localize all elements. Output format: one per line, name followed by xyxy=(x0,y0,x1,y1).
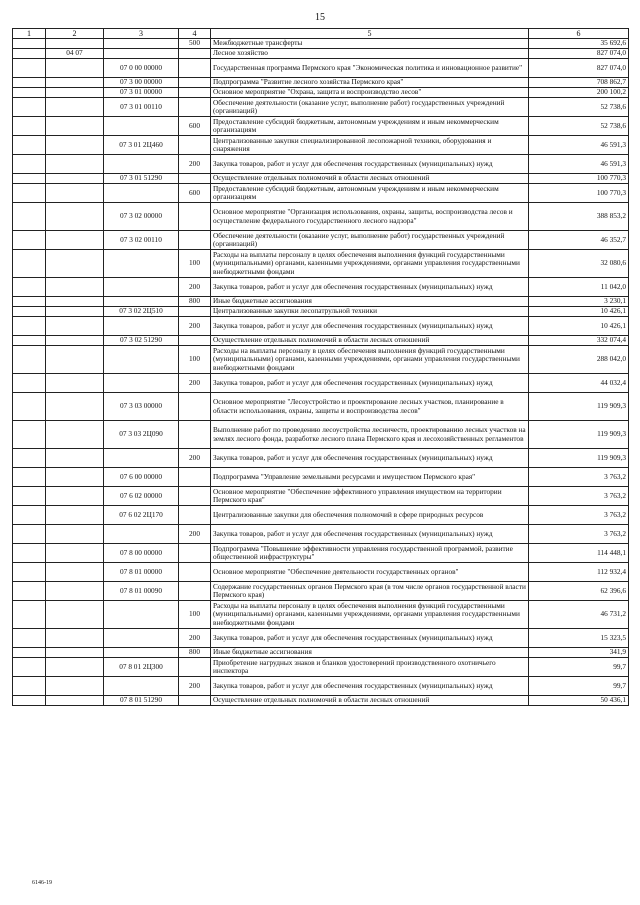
section-code xyxy=(46,184,104,203)
table-row xyxy=(13,317,629,336)
amount: 50 436,1 xyxy=(529,696,629,706)
target-article-code xyxy=(104,49,179,59)
item-name: Предоставление субсидий бюджетным, автономным учреждениям и иным некоммерческим организациям xyxy=(211,117,529,136)
amount: 62 396,6 xyxy=(529,582,629,601)
expense-type-code xyxy=(179,307,211,317)
section-code xyxy=(46,374,104,393)
section-code xyxy=(46,696,104,706)
cell-col1 xyxy=(13,449,46,468)
target-article-code xyxy=(104,648,179,658)
section-code xyxy=(46,250,104,278)
item-name: Лесное хозяйство xyxy=(211,49,529,59)
cell-col1 xyxy=(13,59,46,78)
cell-col1 xyxy=(13,297,46,307)
table-row xyxy=(13,203,629,231)
table-row xyxy=(13,374,629,393)
cell-col1 xyxy=(13,203,46,231)
target-article-code xyxy=(104,155,179,174)
target-article-code xyxy=(104,525,179,544)
cell-col1 xyxy=(13,677,46,696)
cell-col1 xyxy=(13,421,46,449)
section-code xyxy=(46,317,104,336)
target-article-code xyxy=(104,278,179,297)
cell-col1 xyxy=(13,582,46,601)
cell-col1 xyxy=(13,136,46,155)
amount: 200 100,2 xyxy=(529,88,629,98)
cell-col1 xyxy=(13,629,46,648)
amount: 35 692,6 xyxy=(529,39,629,49)
table-row xyxy=(13,336,629,346)
target-article-code: 07 3 00 00000 xyxy=(104,78,179,88)
item-name: Закупка товаров, работ и услуг для обеспечения государственных (муниципальных) нужд xyxy=(211,629,529,648)
cell-col1 xyxy=(13,307,46,317)
cell-col1 xyxy=(13,601,46,629)
expense-type-code: 800 xyxy=(179,648,211,658)
amount: 114 448,1 xyxy=(529,544,629,563)
amount: 112 932,4 xyxy=(529,563,629,582)
amount: 32 080,6 xyxy=(529,250,629,278)
column-header: 5 xyxy=(211,29,529,39)
target-article-code xyxy=(104,346,179,374)
expense-type-code xyxy=(179,582,211,601)
amount: 15 323,5 xyxy=(529,629,629,648)
table-row xyxy=(13,39,629,49)
table-row xyxy=(13,250,629,278)
expense-type-code xyxy=(179,98,211,117)
item-name: Государственная программа Пермского края "Экономическая политика и инновационное развитие" xyxy=(211,59,529,78)
table-row xyxy=(13,487,629,506)
item-name: Закупка товаров, работ и услуг для обеспечения государственных (муниципальных) нужд xyxy=(211,525,529,544)
amount: 288 042,0 xyxy=(529,346,629,374)
expense-type-code xyxy=(179,336,211,346)
expense-type-code: 200 xyxy=(179,677,211,696)
table-row xyxy=(13,658,629,677)
section-code xyxy=(46,117,104,136)
section-code xyxy=(46,155,104,174)
item-name: Выполнение работ по проведению лесоустройства лесничеств, проектированию лесных участков на землях лесного фонда, разработке лесного плана Пермского края и лесохозяйственных регламентов xyxy=(211,421,529,449)
expense-type-code xyxy=(179,393,211,421)
item-name: Иные бюджетные ассигнования xyxy=(211,648,529,658)
target-article-code xyxy=(104,250,179,278)
section-code xyxy=(46,629,104,648)
section-code xyxy=(46,78,104,88)
target-article-code xyxy=(104,601,179,629)
item-name: Подпрограмма "Управление земельными ресурсами и имуществом Пермского края" xyxy=(211,468,529,487)
section-code xyxy=(46,544,104,563)
amount: 3 230,1 xyxy=(529,297,629,307)
target-article-code: 07 3 02 00110 xyxy=(104,231,179,250)
expense-type-code xyxy=(179,174,211,184)
target-article-code: 07 8 01 00000 xyxy=(104,563,179,582)
expense-type-code xyxy=(179,49,211,59)
target-article-code: 07 3 02 2Ц510 xyxy=(104,307,179,317)
target-article-code: 07 3 02 00000 xyxy=(104,203,179,231)
page-number: 15 xyxy=(315,12,325,23)
target-article-code xyxy=(104,629,179,648)
expense-type-code xyxy=(179,544,211,563)
table-row xyxy=(13,184,629,203)
table-row xyxy=(13,155,629,174)
section-code xyxy=(46,648,104,658)
expense-type-code: 200 xyxy=(179,525,211,544)
table-row xyxy=(13,506,629,525)
table-row xyxy=(13,582,629,601)
amount: 46 352,7 xyxy=(529,231,629,250)
cell-col1 xyxy=(13,346,46,374)
section-code xyxy=(46,174,104,184)
amount: 99,7 xyxy=(529,677,629,696)
table-row xyxy=(13,49,629,59)
target-article-code xyxy=(104,39,179,49)
target-article-code: 07 6 02 00000 xyxy=(104,487,179,506)
table-row xyxy=(13,421,629,449)
amount: 341,9 xyxy=(529,648,629,658)
table-row xyxy=(13,393,629,421)
section-code xyxy=(46,525,104,544)
cell-col1 xyxy=(13,184,46,203)
item-name: Расходы на выплаты персоналу в целях обеспечения выполнения функций государственными (муниципальными) органами, казенными учреждениями, органами управления государственными внебюджетными фондами xyxy=(211,601,529,629)
document-code: 6146-19 xyxy=(32,880,52,886)
table-row xyxy=(13,117,629,136)
section-code xyxy=(46,449,104,468)
table-row xyxy=(13,98,629,117)
cell-col1 xyxy=(13,174,46,184)
item-name: Основное мероприятие "Лесоустройство и проектирование лесных участков, планирование в области использования, охраны, защиты и воспроизводства лесов" xyxy=(211,393,529,421)
target-article-code: 07 6 00 00000 xyxy=(104,468,179,487)
amount: 119 909,3 xyxy=(529,421,629,449)
amount: 388 853,2 xyxy=(529,203,629,231)
section-code xyxy=(46,231,104,250)
target-article-code xyxy=(104,677,179,696)
column-header: 3 xyxy=(104,29,179,39)
section-code xyxy=(46,346,104,374)
cell-col1 xyxy=(13,278,46,297)
target-article-code: 07 3 02 51290 xyxy=(104,336,179,346)
item-name: Предоставление субсидий бюджетным, автономным учреждениям и иным некоммерческим организациям xyxy=(211,184,529,203)
expense-type-code xyxy=(179,136,211,155)
section-code: 04 07 xyxy=(46,49,104,59)
expense-type-code xyxy=(179,468,211,487)
expense-type-code: 200 xyxy=(179,317,211,336)
target-article-code: 07 6 02 2Ц170 xyxy=(104,506,179,525)
table-row xyxy=(13,136,629,155)
item-name: Закупка товаров, работ и услуг для обеспечения государственных (муниципальных) нужд xyxy=(211,374,529,393)
expense-type-code xyxy=(179,78,211,88)
table-row xyxy=(13,346,629,374)
target-article-code: 07 3 01 51290 xyxy=(104,174,179,184)
cell-col1 xyxy=(13,506,46,525)
expense-type-code xyxy=(179,231,211,250)
table-row xyxy=(13,59,629,78)
cell-col1 xyxy=(13,39,46,49)
target-article-code xyxy=(104,317,179,336)
amount: 332 074,4 xyxy=(529,336,629,346)
section-code xyxy=(46,39,104,49)
cell-col1 xyxy=(13,317,46,336)
amount: 3 763,2 xyxy=(529,468,629,487)
column-header: 1 xyxy=(13,29,46,39)
amount: 10 426,1 xyxy=(529,317,629,336)
item-name: Расходы на выплаты персоналу в целях обеспечения выполнения функций государственными (муниципальными) органами, казенными учреждениями, органами управления государственными внебюджетными фондами xyxy=(211,250,529,278)
amount: 3 763,2 xyxy=(529,525,629,544)
amount: 46 731,2 xyxy=(529,601,629,629)
expense-type-code xyxy=(179,658,211,677)
amount: 46 591,3 xyxy=(529,136,629,155)
table-row xyxy=(13,563,629,582)
item-name: Осуществление отдельных полномочий в области лесных отношений xyxy=(211,696,529,706)
budget-table xyxy=(12,28,629,706)
expense-type-code: 600 xyxy=(179,117,211,136)
amount: 827 074,0 xyxy=(529,59,629,78)
expense-type-code: 500 xyxy=(179,39,211,49)
section-code xyxy=(46,59,104,78)
expense-type-code: 200 xyxy=(179,629,211,648)
expense-type-code xyxy=(179,506,211,525)
item-name: Подпрограмма "Развитие лесного хозяйства Пермского края" xyxy=(211,78,529,88)
expense-type-code: 100 xyxy=(179,601,211,629)
item-name: Основное мероприятие "Обеспечение эффективного управления имуществом на территории Пермского края" xyxy=(211,487,529,506)
item-name: Расходы на выплаты персоналу в целях обеспечения выполнения функций государственными (муниципальными) органами, казенными учреждениями, органами управления государственными внебюджетными фондами xyxy=(211,346,529,374)
table-row xyxy=(13,629,629,648)
cell-col1 xyxy=(13,393,46,421)
section-code xyxy=(46,136,104,155)
cell-col1 xyxy=(13,658,46,677)
item-name: Подпрограмма "Повышение эффективности управления государственной программой, развитие общественной инфраструктуры" xyxy=(211,544,529,563)
section-code xyxy=(46,307,104,317)
cell-col1 xyxy=(13,487,46,506)
item-name: Централизованные закупки для обеспечения полномочий в сфере природных ресурсов xyxy=(211,506,529,525)
item-name: Закупка товаров, работ и услуг для обеспечения государственных (муниципальных) нужд xyxy=(211,449,529,468)
target-article-code: 07 3 01 00000 xyxy=(104,88,179,98)
cell-col1 xyxy=(13,544,46,563)
expense-type-code xyxy=(179,59,211,78)
table-row xyxy=(13,601,629,629)
item-name: Содержание государственных органов Пермского края (в том числе органов государственной власти Пермского края) xyxy=(211,582,529,601)
cell-col1 xyxy=(13,696,46,706)
cell-col1 xyxy=(13,374,46,393)
amount: 44 032,4 xyxy=(529,374,629,393)
amount: 46 591,3 xyxy=(529,155,629,174)
expense-type-code xyxy=(179,421,211,449)
column-header: 2 xyxy=(46,29,104,39)
target-article-code: 07 8 01 00090 xyxy=(104,582,179,601)
target-article-code: 07 8 00 00000 xyxy=(104,544,179,563)
table-row xyxy=(13,174,629,184)
section-code xyxy=(46,98,104,117)
section-code xyxy=(46,468,104,487)
item-name: Основное мероприятие "Организация использования, охраны, защиты, воспроизводства лесов и осуществление федерального государственного лесного надзора" xyxy=(211,203,529,231)
item-name: Приобретение нагрудных знаков и бланков удостоверений производственного охотничьего инспектора xyxy=(211,658,529,677)
expense-type-code: 200 xyxy=(179,278,211,297)
table-row xyxy=(13,78,629,88)
expense-type-code: 200 xyxy=(179,374,211,393)
target-article-code xyxy=(104,449,179,468)
amount: 827 074,0 xyxy=(529,49,629,59)
table-row xyxy=(13,449,629,468)
cell-col1 xyxy=(13,648,46,658)
target-article-code: 07 0 00 00000 xyxy=(104,59,179,78)
section-code xyxy=(46,601,104,629)
amount: 3 763,2 xyxy=(529,487,629,506)
item-name: Основное мероприятие "Обеспечение деятельности государственных органов" xyxy=(211,563,529,582)
amount: 119 909,3 xyxy=(529,449,629,468)
column-header: 4 xyxy=(179,29,211,39)
table-header-row xyxy=(13,29,629,39)
amount: 100 770,3 xyxy=(529,174,629,184)
target-article-code: 07 3 03 00000 xyxy=(104,393,179,421)
section-code xyxy=(46,658,104,677)
item-name: Централизованные закупки специализированной лесопожарной техники, оборудования и снаряжения xyxy=(211,136,529,155)
target-article-code: 07 3 01 00110 xyxy=(104,98,179,117)
item-name: Осуществление отдельных полномочий в области лесных отношений xyxy=(211,174,529,184)
section-code xyxy=(46,487,104,506)
item-name: Обеспечение деятельности (оказание услуг, выполнение работ) государственных учреждений (организаций) xyxy=(211,231,529,250)
cell-col1 xyxy=(13,525,46,544)
table-row xyxy=(13,525,629,544)
section-code xyxy=(46,88,104,98)
target-article-code: 07 3 03 2Ц090 xyxy=(104,421,179,449)
section-code xyxy=(46,421,104,449)
cell-col1 xyxy=(13,231,46,250)
expense-type-code: 200 xyxy=(179,449,211,468)
target-article-code: 07 8 01 51290 xyxy=(104,696,179,706)
item-name: Централизованные закупки лесопатрульной техники xyxy=(211,307,529,317)
table-row xyxy=(13,648,629,658)
target-article-code: 07 8 01 2Ц300 xyxy=(104,658,179,677)
table-row xyxy=(13,297,629,307)
target-article-code: 07 3 01 2Ц460 xyxy=(104,136,179,155)
item-name: Основное мероприятие "Охрана, защита и воспроизводство лесов" xyxy=(211,88,529,98)
cell-col1 xyxy=(13,250,46,278)
cell-col1 xyxy=(13,336,46,346)
expense-type-code xyxy=(179,696,211,706)
cell-col1 xyxy=(13,563,46,582)
table-row xyxy=(13,307,629,317)
target-article-code xyxy=(104,297,179,307)
cell-col1 xyxy=(13,468,46,487)
table-row xyxy=(13,231,629,250)
expense-type-code xyxy=(179,487,211,506)
section-code xyxy=(46,393,104,421)
amount: 100 770,3 xyxy=(529,184,629,203)
table-row xyxy=(13,696,629,706)
item-name: Закупка товаров, работ и услуг для обеспечения государственных (муниципальных) нужд xyxy=(211,155,529,174)
expense-type-code xyxy=(179,203,211,231)
cell-col1 xyxy=(13,78,46,88)
section-code xyxy=(46,203,104,231)
expense-type-code: 100 xyxy=(179,346,211,374)
target-article-code xyxy=(104,117,179,136)
amount: 10 426,1 xyxy=(529,307,629,317)
cell-col1 xyxy=(13,98,46,117)
item-name: Иные бюджетные ассигнования xyxy=(211,297,529,307)
expense-type-code: 100 xyxy=(179,250,211,278)
cell-col1 xyxy=(13,155,46,174)
table-row xyxy=(13,88,629,98)
target-article-code xyxy=(104,184,179,203)
item-name: Осуществление отдельных полномочий в области лесных отношений xyxy=(211,336,529,346)
amount: 99,7 xyxy=(529,658,629,677)
cell-col1 xyxy=(13,88,46,98)
expense-type-code xyxy=(179,563,211,582)
section-code xyxy=(46,278,104,297)
section-code xyxy=(46,336,104,346)
cell-col1 xyxy=(13,117,46,136)
section-code xyxy=(46,563,104,582)
section-code xyxy=(46,677,104,696)
column-header: 6 xyxy=(529,29,629,39)
amount: 119 909,3 xyxy=(529,393,629,421)
target-article-code xyxy=(104,374,179,393)
amount: 11 042,0 xyxy=(529,278,629,297)
amount: 52 738,6 xyxy=(529,117,629,136)
item-name: Межбюджетные трансферты xyxy=(211,39,529,49)
section-code xyxy=(46,582,104,601)
cell-col1 xyxy=(13,49,46,59)
section-code xyxy=(46,506,104,525)
table-row xyxy=(13,278,629,297)
table-row xyxy=(13,544,629,563)
amount: 52 738,6 xyxy=(529,98,629,117)
section-code xyxy=(46,297,104,307)
table-row xyxy=(13,677,629,696)
expense-type-code: 800 xyxy=(179,297,211,307)
table-row xyxy=(13,468,629,487)
amount: 708 862,7 xyxy=(529,78,629,88)
item-name: Закупка товаров, работ и услуг для обеспечения государственных (муниципальных) нужд xyxy=(211,278,529,297)
expense-type-code: 600 xyxy=(179,184,211,203)
expense-type-code: 200 xyxy=(179,155,211,174)
expense-type-code xyxy=(179,88,211,98)
item-name: Закупка товаров, работ и услуг для обеспечения государственных (муниципальных) нужд xyxy=(211,317,529,336)
item-name: Обеспечение деятельности (оказание услуг, выполнение работ) государственных учреждений (организаций) xyxy=(211,98,529,117)
item-name: Закупка товаров, работ и услуг для обеспечения государственных (муниципальных) нужд xyxy=(211,677,529,696)
amount: 3 763,2 xyxy=(529,506,629,525)
